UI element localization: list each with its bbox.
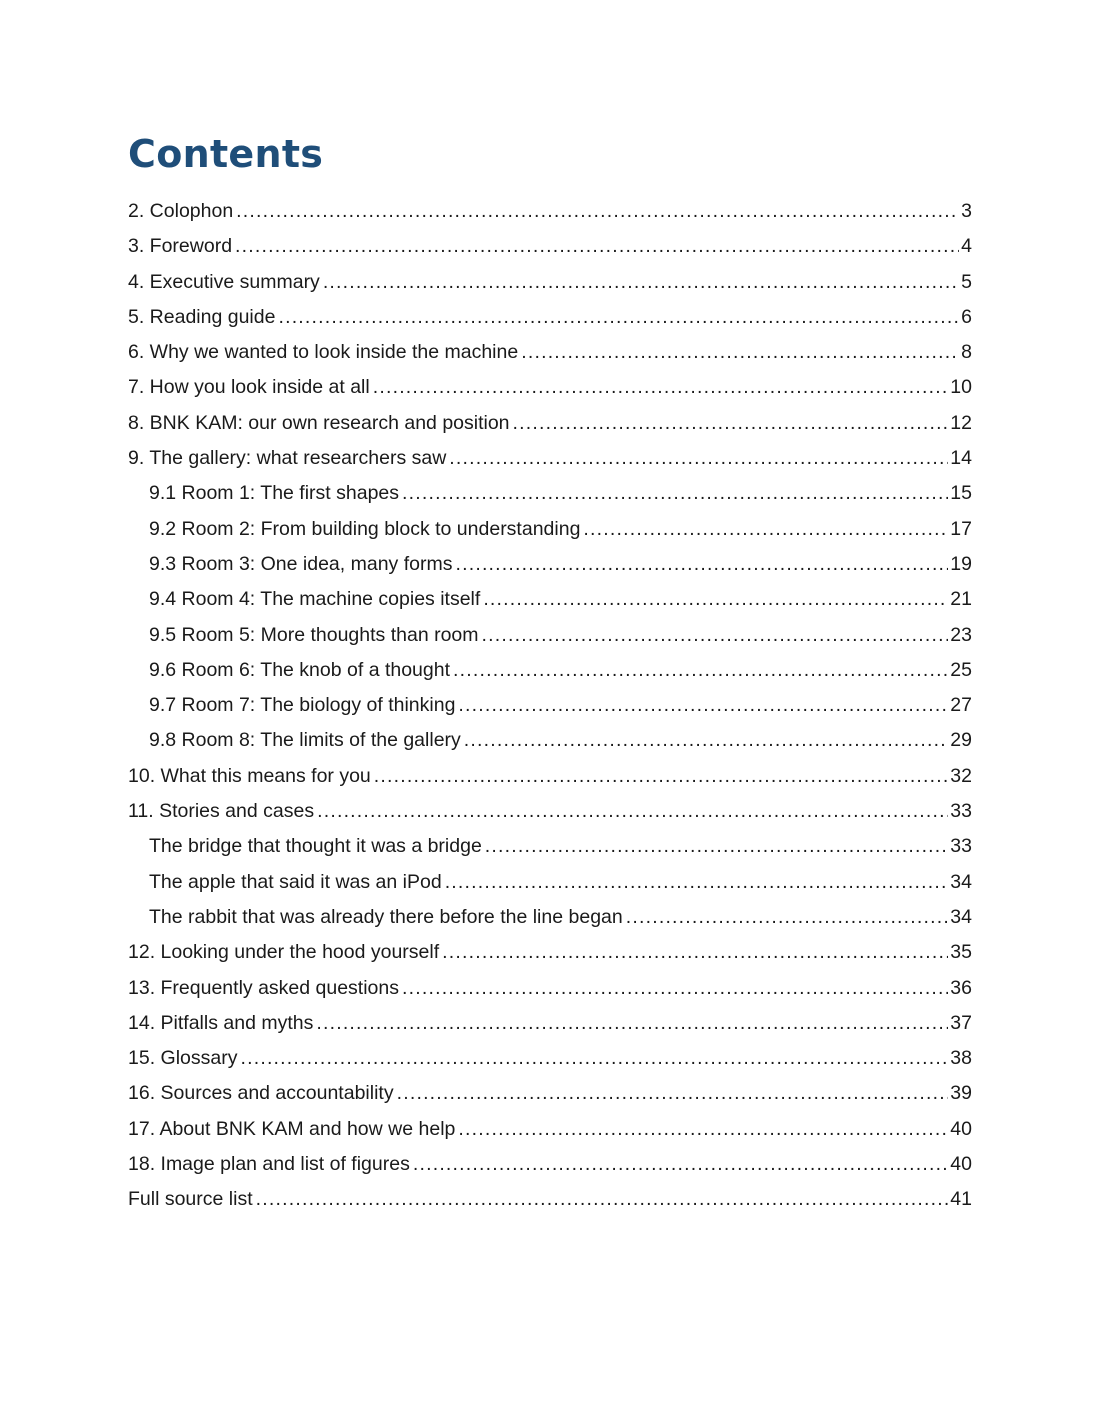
toc-entry-label: 14. Pitfalls and myths <box>128 1011 314 1034</box>
toc-entry-page-number: 27 <box>950 694 972 717</box>
toc-entry-label: 9.4 Room 4: The machine copies itself <box>149 588 481 611</box>
toc-entry[interactable] <box>128 406 972 441</box>
toc-entry[interactable] <box>128 1182 972 1217</box>
toc-entry-page-number: 41 <box>950 1188 972 1211</box>
dot-leader <box>483 582 948 617</box>
document-page <box>128 126 972 1218</box>
toc-entry[interactable] <box>128 759 972 794</box>
page-title: Contents <box>128 132 324 176</box>
dot-leader <box>397 1076 949 1111</box>
toc-entry[interactable] <box>128 1112 972 1147</box>
toc-entry-label: 11. Stories and cases <box>128 800 315 823</box>
toc-entry-label: The rabbit that was already there before the line began <box>149 905 623 928</box>
dot-leader <box>482 618 949 653</box>
toc-entry-label: 9.1 Room 1: The first shapes <box>149 482 400 505</box>
dot-leader <box>413 1147 948 1182</box>
toc-entry[interactable] <box>128 1147 972 1182</box>
dot-leader <box>323 265 959 300</box>
toc-entry-label: 3. Foreword <box>128 235 233 258</box>
toc-entry-label: 9.6 Room 6: The knob of a thought <box>149 658 451 681</box>
dot-leader <box>402 971 948 1006</box>
toc-entry-label: 8. BNK KAM: our own research and position <box>128 411 510 434</box>
dot-leader <box>316 1006 948 1041</box>
toc-entry-page-number: 36 <box>950 976 972 999</box>
toc-entry[interactable] <box>128 370 972 405</box>
toc-entry-page-number: 40 <box>950 1153 972 1176</box>
toc-entry[interactable] <box>128 1041 972 1076</box>
dot-leader <box>240 1041 948 1076</box>
toc-entry-label: The apple that said it was an iPod <box>149 870 442 893</box>
toc-entry[interactable] <box>128 1076 972 1111</box>
dot-leader <box>464 723 949 758</box>
toc-entry-label: 12. Looking under the hood yourself <box>128 941 440 964</box>
toc-entry[interactable] <box>128 794 972 829</box>
dot-leader <box>449 441 948 476</box>
toc-entry-page-number: 40 <box>950 1117 972 1140</box>
toc-entry[interactable] <box>128 335 972 370</box>
toc-entry-label: Full source list <box>128 1188 253 1211</box>
toc-entry-label: 9.8 Room 8: The limits of the gallery <box>149 729 461 752</box>
toc-entry-label: 13. Frequently asked questions <box>128 976 400 999</box>
toc-entry-page-number: 39 <box>950 1082 972 1105</box>
toc-entry-label: 5. Reading guide <box>128 305 276 328</box>
toc-entry-page-number: 33 <box>950 800 972 823</box>
toc-entry[interactable] <box>128 547 972 582</box>
toc-entry-label: 7. How you look inside at all <box>128 376 370 399</box>
dot-leader <box>513 406 949 441</box>
toc-entry-page-number: 37 <box>950 1011 972 1034</box>
toc-entry[interactable] <box>128 1006 972 1041</box>
dot-leader <box>458 688 948 723</box>
toc-entry[interactable] <box>128 441 972 476</box>
dot-leader <box>236 194 959 229</box>
dot-leader <box>458 1112 948 1147</box>
toc-entry-page-number: 5 <box>961 270 972 293</box>
dot-leader <box>442 935 948 970</box>
toc-entry-page-number: 34 <box>950 870 972 893</box>
toc-entry-label: 9.7 Room 7: The biology of thinking <box>149 694 456 717</box>
toc-entry-label: 9.3 Room 3: One idea, many forms <box>149 552 453 575</box>
toc-entry-label: 9.5 Room 5: More thoughts than room <box>149 623 479 646</box>
toc-entry-page-number: 3 <box>961 200 972 222</box>
toc-entry[interactable] <box>128 618 972 653</box>
toc-entry-label: 2. Colophon <box>128 200 234 222</box>
toc-entry-page-number: 33 <box>950 835 972 858</box>
toc-entry-label: 16. Sources and accountability <box>128 1082 394 1105</box>
dot-leader <box>583 512 948 547</box>
toc-entry-label: The bridge that thought it was a bridge <box>149 835 482 858</box>
toc-entry[interactable] <box>128 971 972 1006</box>
dot-leader <box>235 229 959 264</box>
toc-entry-page-number: 17 <box>950 517 972 540</box>
toc-entry-label: 9. The gallery: what researchers saw <box>128 447 447 470</box>
dot-leader <box>626 900 949 935</box>
toc-entry[interactable] <box>128 688 972 723</box>
toc-entry[interactable] <box>128 723 972 758</box>
dot-leader <box>256 1182 949 1217</box>
toc-entry[interactable] <box>128 865 972 900</box>
toc-entry-label: 15. Glossary <box>128 1047 238 1070</box>
toc-entry[interactable] <box>128 935 972 970</box>
toc-entry-label: 6. Why we wanted to look inside the machine <box>128 341 519 364</box>
toc-entry-page-number: 15 <box>950 482 972 505</box>
toc-entry-page-number: 4 <box>961 235 972 258</box>
toc-entry-page-number: 32 <box>950 764 972 787</box>
dot-leader <box>455 547 948 582</box>
toc-entry-page-number: 25 <box>950 658 972 681</box>
toc-entry-label: 10. What this means for you <box>128 764 371 787</box>
dot-leader <box>445 865 949 900</box>
toc-entry[interactable] <box>128 476 972 511</box>
toc-entry-page-number: 38 <box>950 1047 972 1070</box>
toc-entry[interactable] <box>128 265 972 300</box>
toc-entry-page-number: 23 <box>950 623 972 646</box>
toc-entry-page-number: 35 <box>950 941 972 964</box>
toc-entry-page-number: 34 <box>950 905 972 928</box>
dot-leader <box>373 370 949 405</box>
toc-entry-page-number: 8 <box>961 341 972 364</box>
toc-entry[interactable] <box>128 900 972 935</box>
toc-entry-page-number: 14 <box>950 447 972 470</box>
dot-leader <box>521 335 959 370</box>
toc-entry-page-number: 19 <box>950 552 972 575</box>
toc-entry[interactable] <box>128 582 972 617</box>
table-of-contents <box>128 194 972 1218</box>
toc-entry-page-number: 10 <box>950 376 972 399</box>
toc-entry-page-number: 29 <box>950 729 972 752</box>
dot-leader <box>374 759 949 794</box>
toc-entry-page-number: 6 <box>961 305 972 328</box>
dot-leader <box>485 829 949 864</box>
dot-leader <box>453 653 948 688</box>
dot-leader <box>402 476 948 511</box>
toc-entry[interactable] <box>128 512 972 547</box>
toc-entry-page-number: 21 <box>950 588 972 611</box>
toc-entry-label: 17. About BNK KAM and how we help <box>128 1117 456 1140</box>
toc-entry[interactable] <box>128 229 972 264</box>
toc-entry-label: 9.2 Room 2: From building block to understanding <box>149 517 581 540</box>
toc-entry[interactable] <box>128 829 972 864</box>
dot-leader <box>278 300 959 335</box>
toc-entry[interactable] <box>128 300 972 335</box>
toc-entry[interactable] <box>128 653 972 688</box>
toc-entry-page-number: 12 <box>950 411 972 434</box>
dot-leader <box>317 794 948 829</box>
toc-entry[interactable] <box>128 194 972 229</box>
toc-entry-label: 18. Image plan and list of figures <box>128 1153 410 1176</box>
toc-entry-label: 4. Executive summary <box>128 270 320 293</box>
